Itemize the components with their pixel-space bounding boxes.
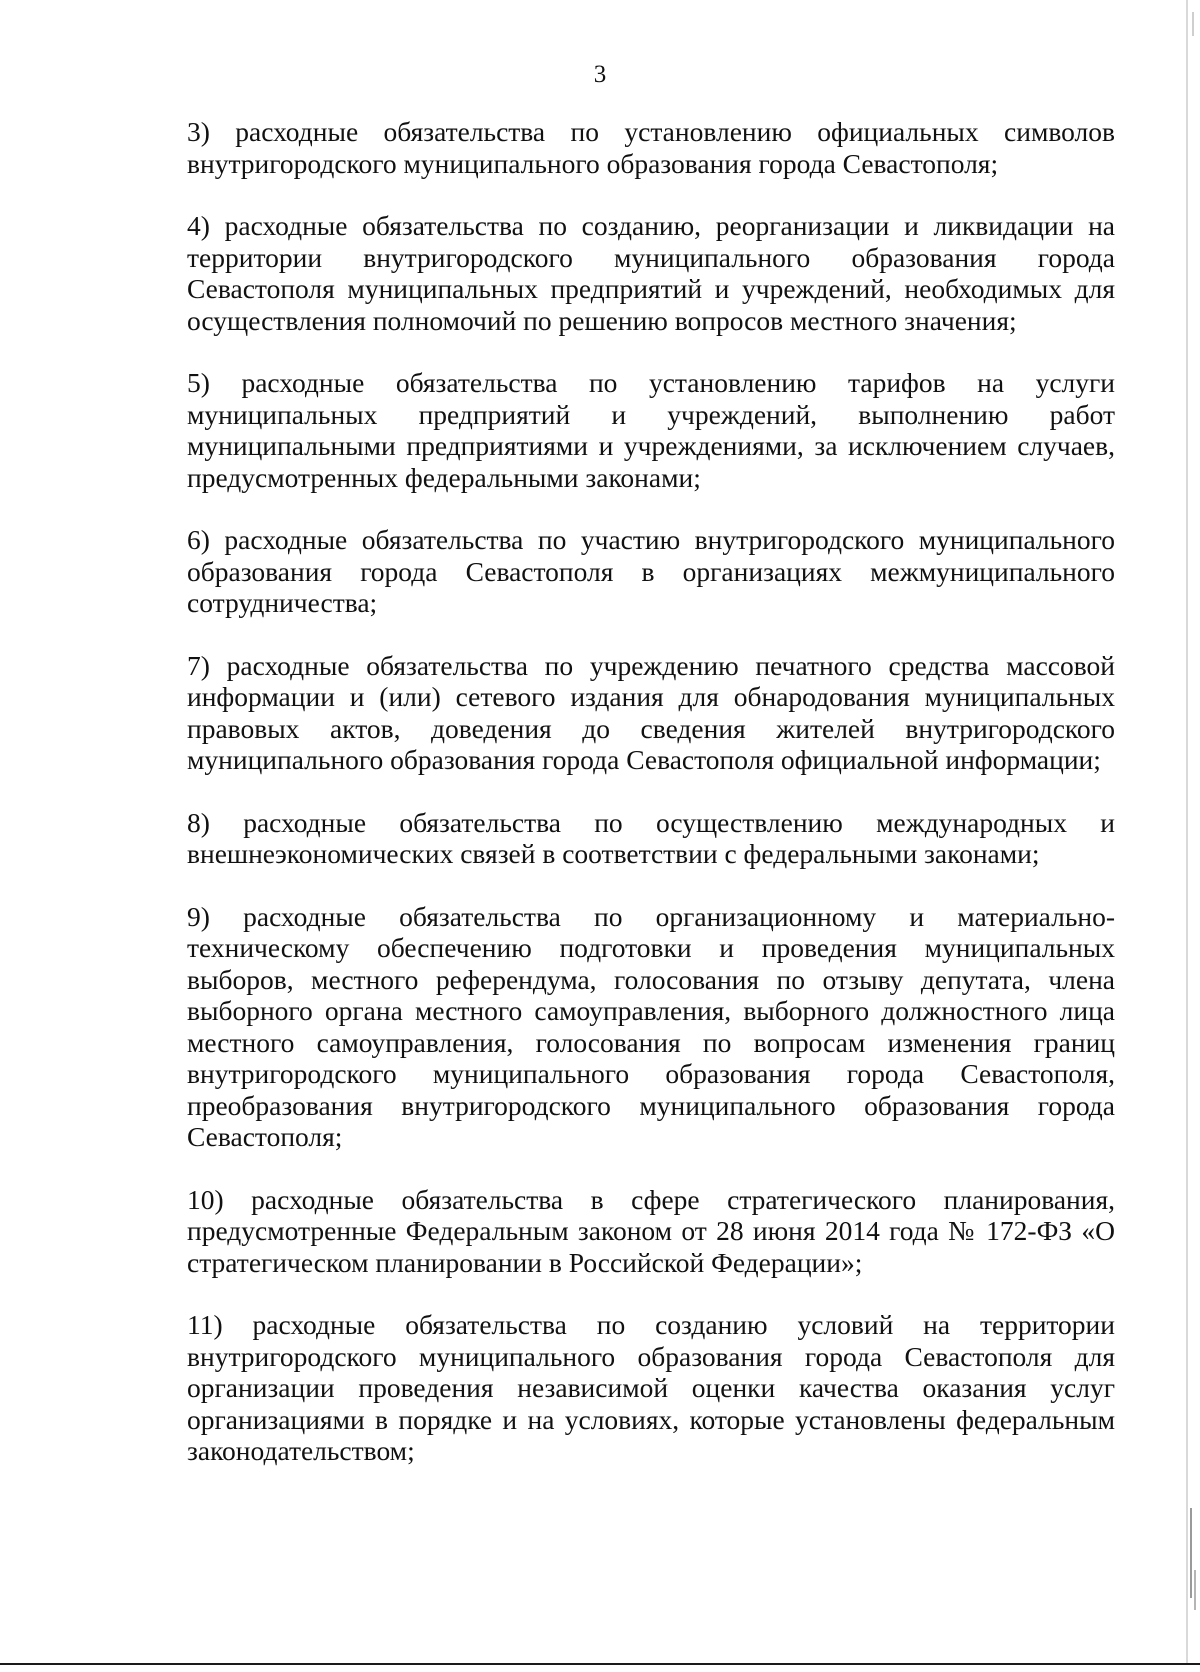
paragraph-item-8: 8) расходные обязательства по осуществлению международных и внешнеэкономических связей в соответствии с федеральными законами; xyxy=(187,806,1115,869)
scan-edge-right xyxy=(1186,0,1188,1665)
paragraph-item-3: 3) расходные обязательства по установлению официальных символов внутригородского муниципального образования города Севастополя; xyxy=(187,116,1115,179)
paragraph-item-9: 9) расходные обязательства по организационному и материально-техническому обеспечению подготовки и проведения муниципальных выборов, местного референдума, голосования по отзыву депутата, члена выборного органа местного самоуправления, выборного должностного лица местного самоуправления, голосования по вопросам изменения границ внутригородского муниципального образования города Севастополя, преобразования внутригородского муниципального образования города Севастополя; xyxy=(187,900,1115,1152)
paragraph-item-7: 7) расходные обязательства по учреждению печатного средства массовой информации и (или) сетевого издания для обнародования муниципальных правовых актов, доведения до сведения жителей внутригородского муниципального образования города Севастополя официальной информации; xyxy=(187,649,1115,775)
scan-edge-bottom xyxy=(0,1663,1200,1665)
document-body xyxy=(187,116,1115,1498)
page-number: 3 xyxy=(593,61,607,88)
scan-artifact-mark xyxy=(1190,1508,1192,1598)
scan-artifact-mark xyxy=(1194,1570,1196,1610)
paragraph-item-6: 6) расходные обязательства по участию внутригородского муниципального образования города Севастополя в организациях межмуниципального сотрудничества; xyxy=(187,524,1115,618)
paragraph-item-4: 4) расходные обязательства по созданию, реорганизации и ликвидации на территории внутригородского муниципального образования города Севастополя муниципальных предприятий и учреждений, необходимых для осуществления полномочий по решению вопросов местного значения; xyxy=(187,210,1115,336)
paragraph-item-11: 11) расходные обязательства по созданию условий на территории внутригородского муниципального образования города Севастополя для организации проведения независимой оценки качества оказания услуг организациями в порядке и на условиях, которые установлены федеральным законодательством; xyxy=(187,1309,1115,1466)
paragraph-item-5: 5) расходные обязательства по установлению тарифов на услуги муниципальных предприятий и учреждений, выполнению работ муниципальными предприятиями и учреждениями, за исключением случаев, предусмотренных федеральными законами; xyxy=(187,367,1115,493)
paragraph-item-10: 10) расходные обязательства в сфере стратегического планирования, предусмотренные Федеральным законом от 28 июня 2014 года № 172-ФЗ «О стратегическом планировании в Российской Федерации»; xyxy=(187,1183,1115,1278)
scan-artifact-mark xyxy=(1192,12,1194,36)
